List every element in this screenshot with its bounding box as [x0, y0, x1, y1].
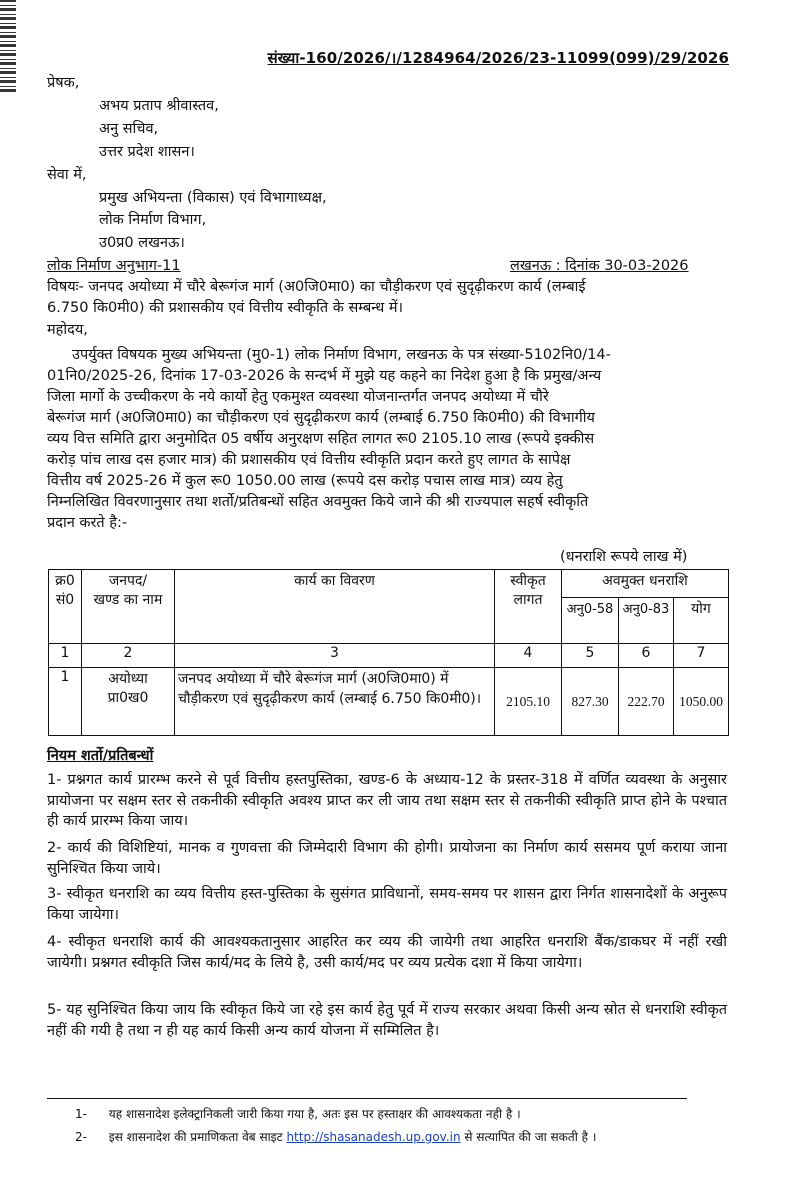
- cell-district: अयोध्या प्रा0ख0: [82, 668, 175, 736]
- body-line: बेरूगंज मार्ग (अ0जि0मा0) का चौड़ीकरण एवं सुदृढ़ीकरण कार्य (लम्बाई 6.750 कि0मी0) की विभागीय: [47, 410, 595, 426]
- header-released: अवमुक्त धनराशि: [562, 570, 729, 598]
- body-line: उपर्युक्त विषयक मुख्य अभियन्ता (मु0-1) लोक निर्माण विभाग, लखनऊ के पत्र संख्या-5102नि0/14-: [72, 347, 611, 363]
- header-district: जनपद/ खण्ड का नाम: [82, 570, 175, 644]
- column-number: 1: [49, 644, 82, 668]
- recipient-label: सेवा में,: [47, 167, 87, 183]
- condition-item: 1- प्रश्नगत कार्य प्रारम्भ करने से पूर्व वित्तीय हस्तपुस्तिका, खण्ड-6 के अध्याय-12 के प्रस्तर-318 में वर्णित व्यवस्था के अनुसार प्रायोजना पर सक्षम स्तर से तकनीकी स्वीकृति अवश्य प्राप्त कर ली जाय तथा सक्षम स्तर से तकनीकी स्वीकृति प्राप्त होने के पश्चात ही कार्य प्रारम्भ किया जाय।: [47, 772, 727, 829]
- verification-link[interactable]: http://shasanadesh.up.gov.in: [286, 1130, 461, 1144]
- sender-office: उत्तर प्रदेश शासन।: [99, 144, 195, 160]
- body-line: 01नि0/2025-26, दिनांक 17-03-2026 के सन्दर्भ में मुझे यह कहने का निदेश हुआ है कि प्रमुख/अन्य: [47, 368, 602, 384]
- qr-code: [0, 0, 16, 92]
- column-number: 2: [82, 644, 175, 668]
- footnote-1-number: 1-: [75, 1107, 87, 1121]
- body-line: वित्तीय वर्ष 2025-26 में कुल रू0 1050.00 लाख (रूपये दस करोड़ पचास लाख मात्र) व्यय हेतु: [47, 473, 563, 489]
- body-line: प्रदान करते है:-: [47, 515, 128, 531]
- header-total: योग: [674, 598, 729, 644]
- body-line: जिला मार्गो के उच्चीकरण के नये कार्यो हेतु एकमुश्त व्यवस्था योजनान्तर्गत जनपद अयोध्या में चौरे: [47, 389, 549, 405]
- column-number: 7: [674, 644, 729, 668]
- footnote-1: [75, 1104, 521, 1124]
- body-line: निम्नलिखित विवरणानुसार तथा शर्तो/प्रतिबन्धों सहित अवमुक्त किये जाने की श्री राज्यपाल सहर्ष स्वीकृति: [47, 494, 589, 510]
- recipient-line3: उ0प्र0 लखनऊ।: [99, 235, 185, 251]
- recipient-line1: प्रमुख अभियन्ता (विकास) एवं विभागाध्यक्ष,: [99, 190, 327, 206]
- column-number: 5: [562, 644, 619, 668]
- sender-name: अभय प्रताप श्रीवास्तव,: [99, 98, 219, 114]
- subject-line1: विषयः- जनपद अयोध्या में चौरे बेरूगंज मार्ग (अ0जि0मा0) का चौड़ीकरण एवं सुदृढ़ीकरण कार्य (लम्बाई: [47, 279, 586, 295]
- cell-anu58: 827.30: [562, 668, 619, 736]
- section-name: लोक निर्माण अनुभाग-11: [47, 258, 181, 274]
- cell-work: जनपद अयोध्या में चौरे बेरूगंज मार्ग (अ0जि0मा0) में चौड़ीकरण एवं सुदृढ़ीकरण कार्य (लम्बाई 6.750 कि0मी0)।: [175, 668, 495, 736]
- header-sanctioned: स्वीकृत लागत: [495, 570, 562, 644]
- reference-number: संख्या-160/2026/।/1284964/2026/23-11099(099)/29/2026: [267, 49, 729, 67]
- footnote-2-number: 2-: [75, 1130, 87, 1144]
- condition-item: 4- स्वीकृत धनराशि कार्य की आवश्यकतानुसार आहरित कर व्यय की जायेगी तथा आहरित धनराशि बैंक/डाकघर में नहीं रखी जायेगी। प्रश्नगत स्वीकृति जिस कार्य/मद के लिये है, उसी कार्य/मद पर व्यय प्रत्येक दशा में किया जायेगा।: [47, 934, 727, 971]
- table-unit-note: (धनराशि रूपये लाख में): [560, 549, 688, 565]
- header-anu58: अनु0-58: [562, 598, 619, 644]
- footnote-2: [75, 1127, 596, 1147]
- cell-anu83: 222.70: [619, 668, 674, 736]
- place-date: लखनऊ : दिनांक 30-03-2026: [510, 258, 689, 274]
- footnote-2-text-end: से सत्यापित की जा सकती है ।: [464, 1130, 597, 1144]
- footnote-2-text: इस शासनादेश की प्रमाणिकता वेब साइट: [108, 1130, 283, 1144]
- column-number: 3: [175, 644, 495, 668]
- allocation-table: [48, 569, 729, 736]
- recipient-line2: लोक निर्माण विभाग,: [99, 212, 207, 228]
- condition-item: 5- यह सुनिश्चित किया जाय कि स्वीकृत किये जा रहे इस कार्य हेतु पूर्व में राज्य सरकार अथवा किसी अन्य स्रोत से धनराशि स्वीकृत नहीं की गयी है तथा न ही यह कार्य किसी अन्य कार्य योजना में सम्मिलित है।: [47, 1002, 727, 1039]
- conditions-title: नियम शर्तो/प्रतिबन्धों: [47, 748, 154, 764]
- column-number: 4: [495, 644, 562, 668]
- cell-sanctioned: 2105.10: [495, 668, 562, 736]
- footnote-divider: [47, 1098, 687, 1099]
- sender-label: प्रेषक,: [47, 75, 80, 91]
- header-work: कार्य का विवरण: [175, 570, 495, 644]
- condition-item: 2- कार्य की विशिष्टियां, मानक व गुणवत्ता की जिम्मेदारी विभाग की होगी। प्रायोजना का निर्माण कार्य ससमय पूर्ण कराया जाना सुनिश्चित किया जाये।: [47, 840, 727, 877]
- table-row: [49, 668, 729, 736]
- column-number: 6: [619, 644, 674, 668]
- header-sno: क्र0 सं0: [49, 570, 82, 644]
- sender-designation: अनु सचिव,: [99, 121, 159, 137]
- cell-total: 1050.00: [674, 668, 729, 736]
- body-line: करोड़ पांच लाख दस हजार मात्र) की प्रशासकीय एवं वित्तीय स्वीकृति प्रदान करते हुए लागत के सापेक्ष: [47, 452, 571, 468]
- body-line: व्यय वित्त समिति द्वारा अनुमोदित 05 वर्षीय अनुरक्षण सहित लागत रू0 2105.10 लाख (रूपये इक्कीस: [47, 431, 595, 447]
- salutation: महोदय,: [47, 322, 88, 338]
- footnote-1-text: यह शासनादेश इलेक्ट्रानिकली जारी किया गया है, अतः इस पर हस्ताक्षर की आवश्यकता नही है ।: [108, 1107, 521, 1121]
- cell-sno: 1: [49, 668, 82, 736]
- column-number-row: [49, 644, 729, 668]
- header-anu83: अनु0-83: [619, 598, 674, 644]
- subject-line2: 6.750 कि0मी0) की प्रशासकीय एवं वित्तीय स्वीकृति के सम्बन्ध में।: [47, 300, 404, 316]
- condition-item: 3- स्वीकृत धनराशि का व्यय वित्तीय हस्त-पुस्तिका के सुसंगत प्राविधानों, समय-समय पर शासन द्वारा निर्गत शासनादेशों के अनुरूप किया जायेगा।: [47, 886, 727, 923]
